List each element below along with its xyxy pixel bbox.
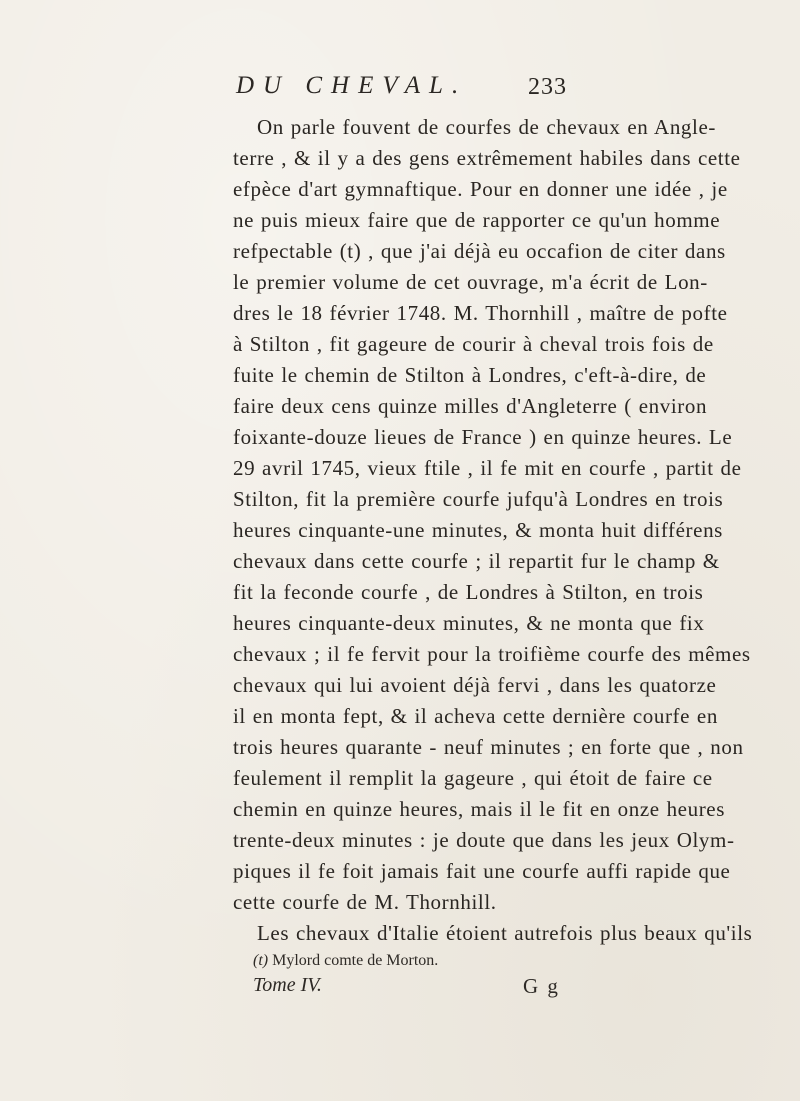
running-title: DU CHEVAL.	[236, 72, 468, 99]
text-line: Stilton, fit la première courfe jufqu'à Londres en trois	[233, 487, 724, 511]
volume-label: Tome IV.	[253, 974, 322, 996]
text-line: trente-deux minutes : je doute que dans les jeux Olym-	[233, 828, 735, 852]
text-line: chemin en quinze heures, mais il le fit en onze heures	[233, 797, 725, 821]
footnote	[253, 952, 438, 970]
page-number: 233	[528, 74, 567, 100]
text-line: ne puis mieux faire que de rapporter ce qu'un homme	[233, 208, 721, 232]
page-header	[0, 72, 800, 106]
text-line: piques il fe foit jamais fait une courfe auffi rapide que	[233, 859, 731, 883]
text-line: heures cinquante-une minutes, & monta huit différens	[233, 518, 723, 542]
text-line: On parle fouvent de courfes de chevaux en Angle-	[257, 115, 716, 139]
text-line: chevaux qui lui avoient déjà fervi , dans les quatorze	[233, 673, 717, 697]
text-line: feulement il remplit la gageure , qui étoit de faire ce	[233, 766, 713, 790]
text-line: faire deux cens quinze milles d'Angleterre ( environ	[233, 394, 708, 418]
text-line: 29 avril 1745, vieux ftile , il fe mit en courfe , partit de	[233, 456, 742, 480]
text-line: à Stilton , fit gageure de courir à cheval trois fois de	[233, 332, 714, 356]
text-line: efpèce d'art gymnaftique. Pour en donner une idée , je	[233, 177, 728, 201]
text-line: chevaux ; il fe fervit pour la troifième courfe des mêmes	[233, 642, 751, 666]
text-line: le premier volume de cet ouvrage, m'a écrit de Lon-	[233, 270, 708, 294]
text-line: il en monta fept, & il acheva cette dernière courfe en	[233, 704, 718, 728]
text-line: chevaux dans cette courfe ; il repartit fur le champ &	[233, 549, 720, 573]
footnote-text: Mylord comte de Morton.	[272, 952, 439, 969]
signature-mark: G g	[523, 974, 560, 998]
text-line: dres le 18 février 1748. M. Thornhill , maître de pofte	[233, 301, 728, 325]
text-line: trois heures quarante - neuf minutes ; en forte que , non	[233, 735, 744, 759]
text-line: fit la feconde courfe , de Londres à Stilton, en trois	[233, 580, 704, 604]
text-line: Les chevaux d'Italie étoient autrefois plus beaux qu'ils	[257, 921, 753, 945]
text-line: cette courfe de M. Thornhill.	[233, 890, 497, 914]
footnote-mark: (t)	[253, 952, 269, 969]
text-line: foixante-douze lieues de France ) en quinze heures. Le	[233, 425, 733, 449]
text-line: fuite le chemin de Stilton à Londres, c'eft-à-dire, de	[233, 363, 707, 387]
text-line: heures cinquante-deux minutes, & ne monta que fix	[233, 611, 705, 635]
text-line: refpectable (t) , que j'ai déjà eu occafion de citer dans	[233, 239, 726, 263]
text-line: terre , & il y a des gens extrêmement habiles dans cette	[233, 146, 741, 170]
